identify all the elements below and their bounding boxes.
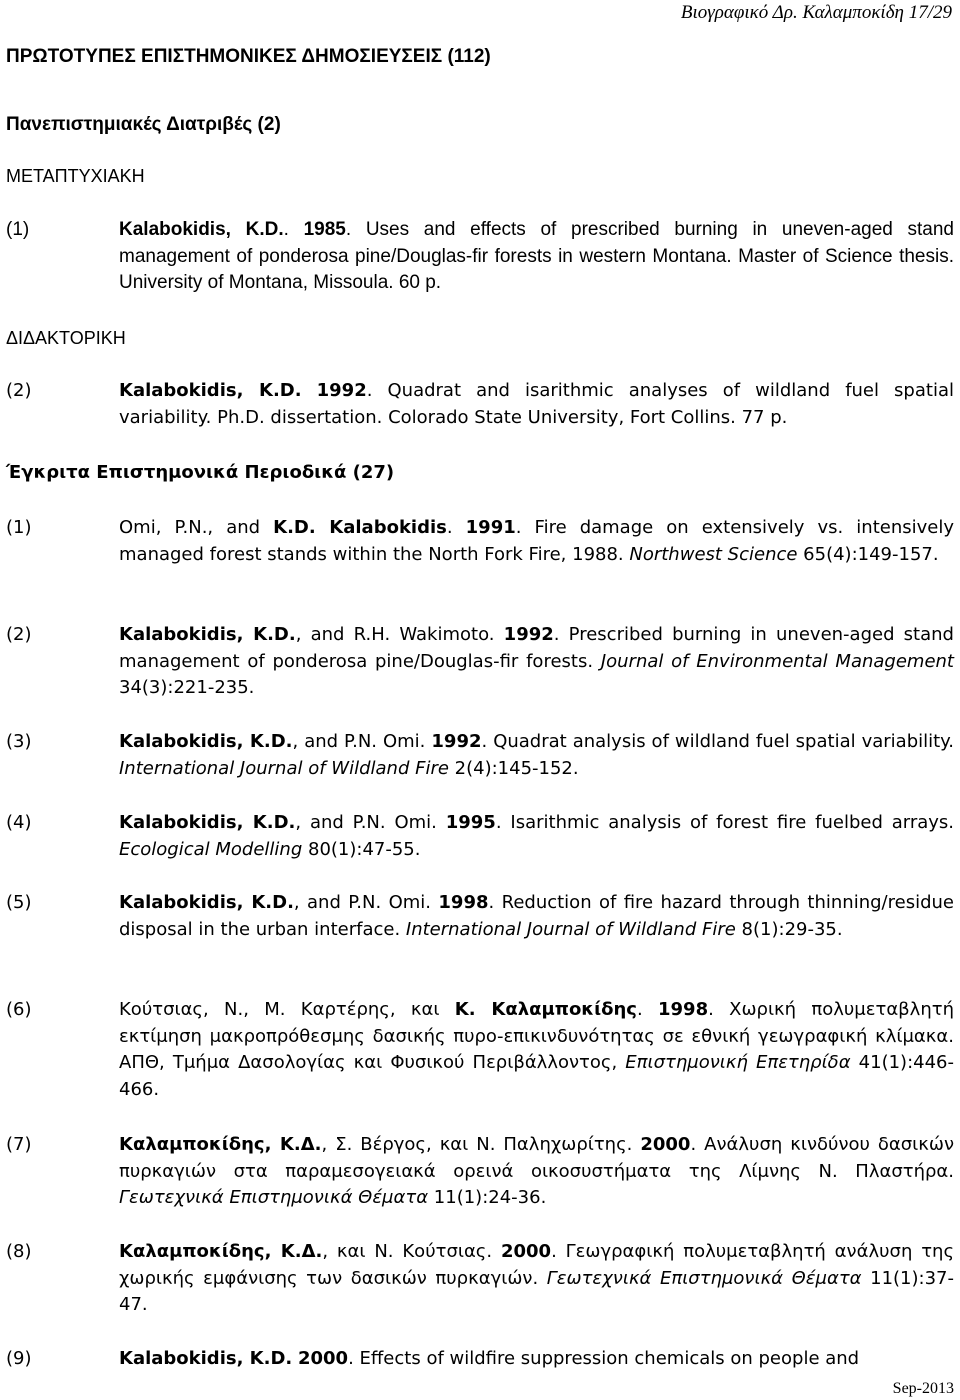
entry-pre: Κούτσιας, Ν., Μ. Καρτέρης, και <box>119 999 455 1020</box>
thesis-entry <box>6 217 954 297</box>
entry-title: . Fire damage on extensively vs. intensively managed forest stands within the North Fork Fire, 1988. <box>119 517 954 565</box>
entry-number: (1) <box>6 517 32 538</box>
article-entry <box>6 810 954 863</box>
entry-text <box>119 217 954 297</box>
entry-text <box>119 1346 954 1373</box>
entry-title: . Prescribed burning in uneven-aged stand management of ponderosa pine/Douglas-fir forests. <box>119 624 954 672</box>
article-entry <box>6 622 954 702</box>
thesis-entry <box>6 378 954 431</box>
page-header: Βιογραφικό Δρ. Καλαμποκίδη 17/29 <box>680 2 952 23</box>
entry-mid: , και Ν. Κούτσιας. <box>322 1241 501 1262</box>
entry-year: 1995 <box>445 812 496 833</box>
entry-mid: , Σ. Βέργος, και Ν. Παληχωρίτης. <box>321 1134 641 1155</box>
entry-number: (7) <box>6 1134 32 1155</box>
entry-year: 1998 <box>658 999 709 1020</box>
entry-number: (6) <box>6 999 32 1020</box>
entry-number: (4) <box>6 812 32 833</box>
entry-post: 8(1):29-35. <box>735 918 843 940</box>
entry-author: Καλαμποκίδης, Κ.Δ. <box>119 1134 322 1155</box>
article-entry <box>6 1346 954 1373</box>
entry-journal: Γεωτεχνικά Επιστημονικά Θέματα <box>119 1187 429 1208</box>
entry-year: 1998 <box>438 892 489 913</box>
entry-title: . Isarithmic analysis of forest fire fuelbed arrays. <box>495 812 955 833</box>
entry-year: 2000 <box>500 1241 552 1262</box>
entry-post: 11(1):37-47. <box>119 1267 954 1315</box>
entry-mid: . <box>446 517 466 538</box>
entry-text <box>119 890 954 943</box>
entry-number: (8) <box>6 1241 32 1262</box>
entry-author: Καλαμποκίδης, Κ.Δ. <box>119 1241 323 1262</box>
entry-author: Kalabokidis, K.D. <box>119 380 302 401</box>
entry-author: Kalabokidis, K.D. <box>119 219 284 240</box>
entry-author: Kalabokidis, K.D. <box>119 1348 293 1369</box>
article-entry <box>6 1239 954 1319</box>
entry-author: Kalabokidis, K.D. <box>119 624 296 645</box>
entry-author: Kalabokidis, K.D. <box>119 892 294 913</box>
entry-title: . Γεωγραφική πολυμεταβλητή ανάλυση της χωρικής εμφάνισης των δασικών πυρκαγιών. <box>119 1241 955 1289</box>
entry-number: (3) <box>6 731 32 752</box>
entry-year: 2000 <box>640 1134 691 1155</box>
entry-mid: , and P.N. Omi. <box>293 892 439 913</box>
entry-post: 65(4):149-157. <box>797 543 939 565</box>
entry-mid: , and P.N. Omi. <box>292 731 432 752</box>
entry-text <box>119 1132 954 1212</box>
entry-title: . Ανάλυση κινδύνου δασικών πυρκαγιών στα παραμεσογειακά ορεινά οικοσυστήματα της Λίμνης Ν. Πλαστήρα. <box>119 1134 955 1182</box>
entry-mid: , and R.H. Wakimoto. <box>295 624 504 645</box>
dissertations-heading: Πανεπιστημιακές Διατριβές (2) <box>6 114 281 135</box>
entry-journal: Γεωτεχνικά Επιστημονικά Θέματα <box>546 1267 862 1289</box>
entry-title: . Reduction of fire hazard through thinning/residue disposal in the urban interface. <box>119 892 954 940</box>
entry-text <box>119 997 954 1103</box>
entry-journal: Northwest Science <box>629 543 798 565</box>
article-entry <box>6 515 954 568</box>
entry-dot <box>302 380 317 401</box>
entry-rest: . Uses and effects of prescribed burning in uneven-aged stand management of ponderosa pine/Douglas-fir forests in western Montana. Master of Science thesis. University of Montana, Missoula. 60 p. <box>119 219 955 293</box>
entry-text <box>119 729 954 782</box>
entry-text <box>119 1239 954 1319</box>
entry-pre: Omi, P.N., and <box>119 517 274 538</box>
entry-title: . Quadrat analysis of wildland fuel spatial variability. <box>481 731 954 752</box>
page-footer-date: Sep-2013 <box>892 1380 954 1397</box>
entry-year: 1992 <box>503 624 554 645</box>
entry-mid: . <box>636 999 658 1020</box>
entry-text <box>119 515 954 568</box>
entry-mid: , and P.N. Omi. <box>295 812 446 833</box>
entry-text <box>119 622 954 702</box>
entry-post: 11(1):24-36. <box>428 1187 547 1208</box>
article-entry <box>6 729 954 782</box>
entry-journal: International Journal of Wildland Fire <box>405 918 736 940</box>
entry-title: . Χωρική πολυμεταβλητή εκτίμηση μακροπρόθεσμης δασικής πυρο-επικινδυνότητας σε εθνική γεωγραφική κλίμακα. ΑΠΘ, Τμήμα Δασολογίας και Φυσικού Περιβάλλοντος, <box>119 999 954 1073</box>
entry-text <box>119 810 954 863</box>
entry-author: K.D. Kalabokidis <box>273 517 447 538</box>
entry-post: 2(4):145-152. <box>448 757 579 779</box>
entry-number: (9) <box>6 1348 32 1369</box>
entry-post: 41(1):446-466. <box>119 1052 954 1100</box>
entry-year: 1991 <box>465 517 516 538</box>
article-entry <box>6 997 954 1103</box>
entry-year: 1992 <box>316 380 367 401</box>
entry-number: (5) <box>6 892 32 913</box>
entry-year: 1992 <box>431 731 482 752</box>
entry-author: Kalabokidis, K.D. <box>119 731 293 752</box>
entry-year: 1985 <box>303 219 346 240</box>
entry-number: (1) <box>6 219 30 240</box>
entry-post: 80(1):47-55. <box>302 838 421 860</box>
entry-title: . Effects of wildfire suppression chemicals on people and <box>348 1348 860 1369</box>
article-entry <box>6 1132 954 1212</box>
journals-heading: Έγκριτα Επιστημονικά Περιοδικά (27) <box>6 462 395 483</box>
entry-text <box>119 378 954 431</box>
entry-rest: . Quadrat and isarithmic analyses of wildland fuel spatial variability. Ph.D. dissertation. Colorado State University, Fort Collins. 77 p. <box>119 380 954 428</box>
entry-journal: International Journal of Wildland Fire <box>119 757 449 779</box>
doctoral-heading: ΔΙΔΑΚΤΟΡΙΚΗ <box>6 328 126 348</box>
entry-journal: Επιστημονική Επετηρίδα <box>625 1052 851 1073</box>
entry-post: 34(3):221-235. <box>119 677 255 698</box>
main-heading: ΠΡΩΤΟΤΥΠΕΣ ΕΠΙΣΤΗΜΟΝΙΚΕΣ ΔΗΜΟΣΙΕΥΣΕΙΣ (112) <box>6 46 491 67</box>
entry-year: 2000 <box>297 1348 349 1369</box>
entry-author: Kalabokidis, K.D. <box>119 812 296 833</box>
entry-journal: Journal of Environmental Management <box>600 650 954 672</box>
masters-heading: ΜΕΤΑΠΤΥΧΙΑΚΗ <box>6 166 145 186</box>
entry-journal: Ecological Modelling <box>119 838 303 860</box>
article-entry <box>6 890 954 943</box>
entry-author: Κ. Καλαμποκίδης <box>454 999 637 1020</box>
entry-number: (2) <box>6 624 32 645</box>
entry-number: (2) <box>6 380 32 401</box>
entry-dot: . <box>283 219 304 240</box>
